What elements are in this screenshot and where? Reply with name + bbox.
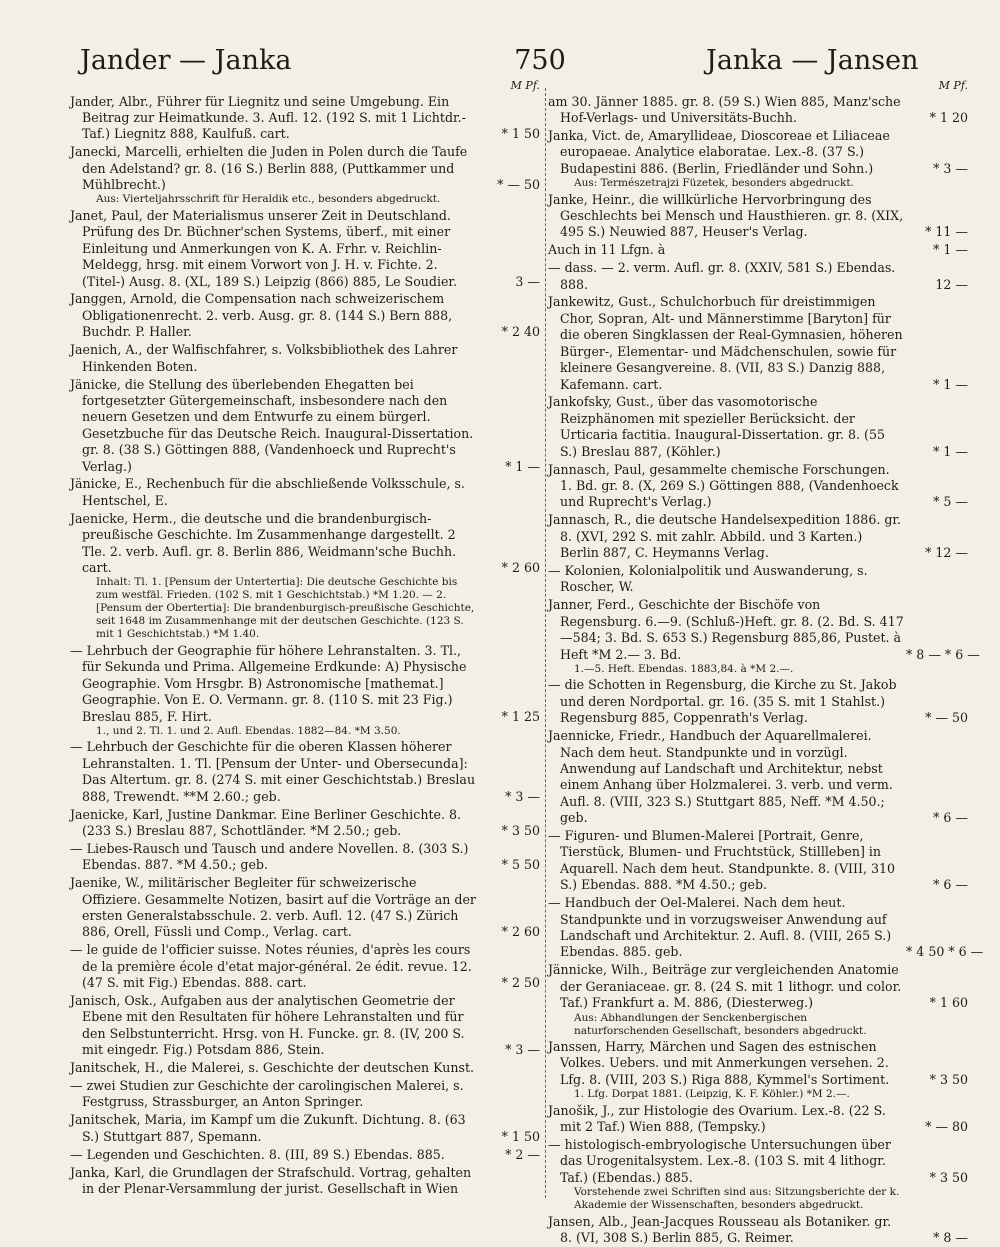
- catalog-entry: [70, 1147, 540, 1163]
- entry-price: * — 80: [925, 1119, 968, 1135]
- catalog-entry: [548, 828, 968, 894]
- left-running-title: Jander — Janka: [80, 45, 292, 76]
- right-running-title: Janka — Jansen: [706, 45, 919, 76]
- entry-text: — Lehrbuch der Geographie für höhere Lehranstalten. 3. Tl., für Sekunda und Prima. Allgemeine Erdkunde: A) Physische Geographie. Vom Hrsgbr. B) Astronomische [mathemat.] Geographie. Von E. O. Vermann. gr. 8. (110 S. mit 23 Fig.) Breslau 885, F. Hirt.: [70, 642, 467, 724]
- entry-note: [548, 177, 968, 190]
- entry-text: 1., und 2. Tl. 1. und 2. Aufl. Ebendas. 1882—84. *M 3.50.: [96, 724, 401, 737]
- entry-text: Janke, Heinr., die willkürliche Hervorbringung des Geschlechts bei Mensch und Hausthieren. gr. 8. (XIX, 495 S.) Neuwied 887, Heuser's Verlag.: [548, 191, 904, 240]
- entry-text: 1. Lfg. Dorpat 1881. (Leipzig, K. F. Köhler.) *M 2.—.: [574, 1088, 850, 1101]
- catalog-entry: [70, 342, 540, 375]
- left-entry-list: [70, 94, 540, 1198]
- entry-price: * 3 —: [505, 1042, 540, 1058]
- entry-note: [70, 725, 540, 738]
- entry-price: * 3 50: [929, 1169, 968, 1185]
- catalog-entry: [548, 242, 968, 258]
- entry-price: * 12 —: [925, 545, 968, 561]
- entry-text: Janka, Vict. de, Amaryllideae, Dioscoreae et Liliaceae europaeae. Analytice elaboratae. Lex.-8. (37 S.) Budapestini 886. (Berlin, Friedländer und Sohn.): [548, 127, 890, 176]
- entry-price: * 1 60: [929, 995, 968, 1011]
- entry-text: — dass. — 2. verm. Aufl. gr. 8. (XXIV, 581 S.) Ebendas. 888.: [548, 260, 896, 292]
- entry-text: Janecki, Marcelli, erhielten die Juden in Polen durch die Taufe den Adelstand? gr. 8. (16 S.) Berlin 888, (Puttkammer und Mühlbrecht.): [70, 144, 468, 193]
- entry-price: * 1 25: [501, 708, 540, 724]
- entry-price: * 6 —: [933, 877, 968, 893]
- catalog-entry: [70, 1078, 540, 1111]
- entry-text: Janet, Paul, der Materialismus unserer Zeit in Deutschland. Prüfung des Dr. Büchner'schen Systems, überf., mit einer Einleitung und Anmerkungen von K. A. Frhr. v. Reichlin-Meldegg, hrsg. mit einem Vorwort von J. H. v. Fichte. 2. (Titel-) Ausg. 8. (XL, 189 S.) Leipzig (866) 885, Le Soudier.: [70, 207, 458, 289]
- catalog-entry: [548, 728, 968, 826]
- entry-text: Janssen, Harry, Märchen und Sagen des estnischen Volkes. Uebers. und mit Anmerkungen versehen. 2. Lfg. 8. (VIII, 203 S.) Riga 888, Kymmel's Sortiment.: [548, 1039, 890, 1087]
- entry-text: Janner, Ferd., Geschichte der Bischöfe von Regensburg. 6.—9. (Schluß-)Heft. gr. 8. (2. Bd. S. 417—584; 3. Bd. S. 653 S.) Regensburg 885,86, Pustet. à Heft *M 2.— 3. Bd.: [548, 597, 904, 662]
- catalog-entry: [70, 94, 540, 143]
- entry-price: * 3 50: [929, 1071, 968, 1087]
- entry-price: * 5 —: [933, 494, 968, 510]
- entry-text: Jaenicke, Karl, Justine Dankmar. Eine Berliner Geschichte. 8. (233 S.) Breslau 887, Schottländer. *M 2.50.; geb.: [70, 806, 462, 838]
- entry-text: Jansen, Alb., Jean-Jacques Rousseau als Botaniker. gr. 8. (VI, 308 S.) Berlin 885, G. Reimer.: [548, 1213, 892, 1246]
- catalog-entry: [70, 208, 540, 290]
- entry-text: Jander, Albr., Führer für Liegnitz und seine Umgebung. Ein Beitrag zur Heimatkunde. 3. Aufl. 12. (192 S. mit 1 Lichtdr.-Taf.) Liegnitz 888, Kaulfuß. cart.: [70, 93, 466, 142]
- entry-note: [548, 663, 968, 676]
- catalog-entry: [548, 294, 968, 392]
- entry-text: Jannasch, R., die deutsche Handelsexpedition 1886. gr. 8. (XVI, 292 S. mit zahlr. Abbild. und 3 Karten.) Berlin 887, C. Heymanns Verlag.: [548, 512, 902, 561]
- entry-price: * — 50: [497, 177, 540, 193]
- entry-text: Auch in 11 Lfgn. à: [548, 242, 666, 258]
- right-entry-list: [548, 93, 984, 1247]
- entry-price: * 4 50 * 6 —: [906, 944, 984, 960]
- entry-note: [548, 1012, 968, 1038]
- entry-text: Janitschek, H., die Malerei, s. Geschichte der deutschen Kunst.: [70, 1060, 475, 1076]
- entry-text: Jaenich, A., der Walfischfahrer, s. Volksbibliothek des Lahrer Hinkenden Boten.: [70, 342, 458, 374]
- entry-price: * 8 —: [933, 1230, 968, 1246]
- entry-text: Janka, Karl, die Grundlagen der Strafschuld. Vortrag, gehalten in der Plenar-Versammlung der jurist. Gesellschaft in Wien: [70, 1164, 472, 1196]
- entry-text: Jaennicke, Friedr., Handbuch der Aquarellmalerei. Nach dem heut. Standpunkte und in vorzügl. Anwendung auf Landschaft und Architektur, nebst einem Anhang über Holzmalerei. 3. verb. und verm. Aufl. 8. (VIII, 323 S.) Stuttgart 885, Neff. *M 4.50.; geb.: [548, 728, 893, 826]
- catalog-entry: [548, 1039, 968, 1088]
- entry-price: 12 —: [935, 276, 968, 292]
- page-number: 750: [514, 45, 566, 76]
- entry-text: — le guide de l'officier suisse. Notes réunies, d'après les cours de la première école d'etat major-général. 2e édit. revue. 12. (47 S. mit Fig.) Ebendas. 888. cart.: [70, 942, 472, 991]
- entry-text: Janitschek, Maria, im Kampf um die Zukunft. Dichtung. 8. (63 S.) Stuttgart 887, Spemann.: [70, 1112, 466, 1144]
- catalog-entry: [70, 144, 540, 193]
- entry-text: Aus: Vierteljahrsschrift für Heraldik etc., besonders abgedruckt.: [96, 193, 441, 206]
- entry-price: * 1 20: [929, 109, 968, 125]
- entry-text: 1.—5. Heft. Ebendas. 1883,84. à *M 2.—.: [574, 662, 794, 675]
- entry-text: Janggen, Arnold, die Compensation nach schweizerischem Obligationenrecht. 2. verb. Ausg. gr. 8. (144 S.) Bern 888, Buchdr. P. Haller.: [70, 291, 453, 340]
- catalog-entry: [70, 993, 540, 1059]
- left-column: [70, 80, 540, 1200]
- entry-text: Jänicke, die Stellung des überlebenden Ehegatten bei fortgesetzter Gütergemeinschaft, insbesondere nach den neuern Gesetzen und dem Entwurfe zu einem bürgerl. Gesetzbuche für das Deutsche Reich. Inaugural-Dissertation. gr. 8. (38 S.) Göttingen 888, (Vandenhoeck und Ruprecht's Verlag.): [70, 376, 474, 474]
- entry-price: * 3 —: [933, 160, 968, 176]
- entry-text: Inhalt: Tl. 1. [Pensum der Untertertia]: Die deutsche Geschichte bis zum westfäl. Frieden. (102 S. mit 1 Geschichtstab.) *M 1.20. — 2. [Pensum der Obertertia]: Die brandenburgisch-preußische Geschichte, seit 1648 im Zusammenhange mit der deutschen Geschichte. (123 S. mit 1 Geschichtstab.) *M 1.40.: [96, 576, 475, 641]
- catalog-entry: [70, 739, 540, 805]
- entry-price: * 2 60: [501, 559, 540, 575]
- entry-text: Jaenicke, Herm., die deutsche und die brandenburgisch-preußische Geschichte. Im Zusammenhange dargestellt. 2 Tle. 2. verb. Aufl. gr. 8. Berlin 886, Weidmann'sche Buchh. cart.: [70, 510, 457, 575]
- entry-price: * 1 50: [501, 1128, 540, 1144]
- entry-text: — Lehrbuch der Geschichte für die oberen Klassen höherer Lehranstalten. 1. Tl. [Pensum der Unter- und Obersecunda]: Das Altertum. gr. 8. (274 S. mit einer Geschichtstab.) Breslau 888, Trewendt. **M 2.60.; geb.: [70, 739, 476, 804]
- entry-text: Aus: Természetrajzi Füzetek, besonders abgedruckt.: [574, 177, 854, 190]
- entry-text: Aus: Abhandlungen der Senckenbergischen naturforschenden Gesellschaft, besonders abgedruckt.: [574, 1011, 867, 1037]
- entry-price: * 6 —: [933, 810, 968, 826]
- catalog-entry: [548, 192, 968, 241]
- entry-text: Jankewitz, Gust., Schulchorbuch für dreistimmigen Chor, Sopran, Alt- und Männerstimme [Baryton] für die oberen Singklassen der Real-Gymnasien, höheren Bürger-, Elementar- und Mädchenschulen, sowie für kleinere Gesangvereine. 8. (VII, 83 S.) Danzig 888, Kafemann. cart.: [548, 294, 903, 392]
- catalog-entry: [548, 512, 968, 561]
- entry-price: * 2 —: [505, 1146, 540, 1162]
- catalog-entry: [70, 875, 540, 941]
- entry-text: Jännicke, Wilh., Beiträge zur vergleichenden Anatomie der Geraniaceae. gr. 8. (24 S. mit 1 lithogr. und color. Taf.) Frankfurt a. M. 886, (Diesterweg.): [548, 962, 902, 1011]
- catalog-entry: [548, 597, 980, 663]
- entry-price: * — 50: [925, 710, 968, 726]
- entry-text: — Figuren- und Blumen-Malerei [Portrait, Genre, Tierstück, Blumen- und Fruchtstück, Stillleben] in Aquarell. Nach dem heut. Standpunkte. 8. (VIII, 310 S.) Ebendas. 888. *M 4.50.; geb.: [548, 828, 896, 893]
- entry-price: * 3 —: [505, 788, 540, 804]
- entry-price: * 1 —: [933, 376, 968, 392]
- entry-text: Jannasch, Paul, gesammelte chemische Forschungen. 1. Bd. gr. 8. (X, 269 S.) Göttingen 888, (Vandenhoeck und Ruprecht's Verlag.): [548, 461, 899, 510]
- catalog-entry: [548, 1103, 968, 1136]
- entry-note: [70, 576, 540, 641]
- catalog-entry: [70, 1165, 540, 1198]
- currency-label-left: M Pf.: [510, 79, 540, 92]
- entry-text: — Handbuch der Oel-Malerei. Nach dem heut. Standpunkte und in vorzugsweiser Anwendung auf Landschaft und Architektur. 2. Aufl. 8. (VIII, 265 S.) Ebendas. 885. geb.: [548, 895, 892, 960]
- entry-price: * 1 —: [505, 458, 540, 474]
- catalog-entry: [70, 942, 540, 991]
- entry-price: * 5 50: [501, 857, 540, 873]
- catalog-entry: [548, 394, 968, 460]
- entry-text: — histologisch-embryologische Untersuchungen über das Urogenitalsystem. Lex.-8. (103 S. mit 4 lithogr. Taf.) (Ebendas.) 885.: [548, 1137, 891, 1185]
- entry-text: — Liebes-Rausch und Tausch und andere Novellen. 8. (303 S.) Ebendas. 887. *M 4.50.; geb.: [70, 840, 469, 873]
- entry-price: 3 —: [515, 273, 540, 289]
- catalog-entry: [70, 841, 540, 874]
- entry-text: — zwei Studien zur Geschichte der carolingischen Malerei, s. Festgruss, Strassburger, an Anton Springer.: [70, 1078, 464, 1110]
- entry-price: * 1 —: [933, 443, 968, 459]
- entry-price: * 8 — * 6 —: [906, 646, 980, 662]
- catalog-entry: [548, 94, 968, 127]
- entry-text: Jankofsky, Gust., über das vasomotorische Reizphänomen mit spezieller Berücksicht. der Urticaria factitia. Inaugural-Dissertation. gr. 8. (55 S.) Breslau 887, (Köhler.): [548, 394, 885, 459]
- entry-note: [70, 193, 540, 206]
- currency-label-right: M Pf.: [938, 79, 968, 92]
- entry-note: [548, 1088, 968, 1101]
- column-divider: [545, 88, 546, 1198]
- catalog-entry: [70, 291, 540, 340]
- entry-price: * 3 50: [501, 822, 540, 838]
- catalog-entry: [70, 807, 540, 840]
- entry-text: Jänicke, E., Rechenbuch für die abschließende Volksschule, s. Hentschel, E.: [70, 476, 465, 508]
- catalog-entry: [70, 511, 540, 577]
- entry-price: * 11 —: [925, 224, 968, 240]
- entry-text: Janošik, J., zur Histologie des Ovarium. Lex.-8. (22 S. mit 2 Taf.) Wien 888, (Tempsky.): [548, 1102, 886, 1135]
- catalog-entry: [548, 462, 968, 511]
- entry-text: am 30. Jänner 1885. gr. 8. (59 S.) Wien 885, Manz'sche Hof-Verlags- und Universitäts-Buchh.: [548, 93, 901, 125]
- catalog-entry: [548, 1137, 968, 1186]
- catalog-entry: [548, 128, 968, 177]
- catalog-entry: [70, 1060, 540, 1076]
- entry-price: * 1 50: [501, 126, 540, 142]
- entry-price: * 2 50: [501, 975, 540, 991]
- catalog-entry: [70, 1112, 540, 1145]
- entry-text: Vorstehende zwei Schriften sind aus: Sitzungsberichte der k. Akademie der Wissenschaften, besonders abgedruckt.: [574, 1186, 900, 1212]
- entry-price: * 2 60: [501, 924, 540, 940]
- catalog-entry: [548, 260, 968, 293]
- entry-text: Jaenike, W., militärischer Begleiter für schweizerische Offiziere. Gesammelte Notizen, basirt auf die Vorträge an der ersten Generalstabsschule. 2. verb. Aufl. 12. (47 S.) Zürich 886, Orell, Füssli und Comp., Verlag. cart.: [70, 875, 476, 940]
- catalog-entry: [548, 1214, 968, 1247]
- catalog-entry: [70, 476, 540, 509]
- catalog-entry: [548, 962, 968, 1011]
- catalog-entry: [548, 563, 968, 596]
- entry-text: — die Schotten in Regensburg, die Kirche zu St. Jakob und deren Nordportal. gr. 16. (35 S. mit 1 Stahlst.) Regensburg 885, Coppenrath's Verlag.: [548, 677, 897, 726]
- entry-note: [548, 1186, 968, 1212]
- catalog-entry: [548, 677, 968, 726]
- page-header: [70, 44, 970, 84]
- entry-price: * 2 40: [501, 324, 540, 340]
- entry-text: Janisch, Osk., Aufgaben aus der analytischen Geometrie der Ebene mit den Resultaten für höhere Lehranstalten und für den Selbstunterricht. Hrsg. von H. Funcke. gr. 8. (IV, 200 S. mit eingedr. Fig.) Potsdam 886, Stein.: [70, 993, 465, 1058]
- entry-text: — Kolonien, Kolonialpolitik und Auswanderung, s. Roscher, W.: [548, 562, 868, 595]
- entry-text: — Legenden und Geschichten. 8. (III, 89 S.) Ebendas. 885.: [70, 1146, 445, 1162]
- catalog-entry: [70, 643, 540, 725]
- catalog-entry: [70, 377, 540, 475]
- catalog-entry: [548, 895, 984, 961]
- right-column: [548, 79, 984, 1246]
- entry-price: * 1 —: [933, 242, 968, 258]
